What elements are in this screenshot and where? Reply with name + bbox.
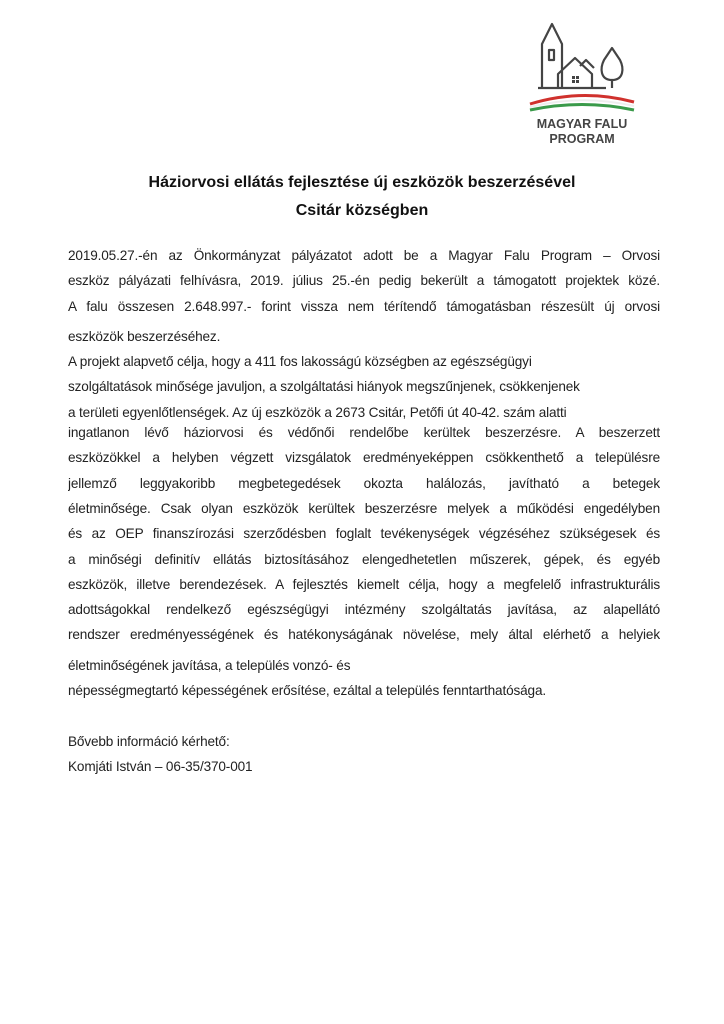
body-line: adottságokkal rendelkező egészségügyi intézmény szolgáltatás javítása, az alapellátó <box>68 602 660 618</box>
body-line: életminőségének javítása, a település vonzó- és <box>68 657 351 673</box>
body-line: eszközökkel a helyben végzett vizsgálatok eredményeképpen csökkenthető a településre <box>68 450 660 466</box>
magyar-falu-program-logo <box>520 22 644 150</box>
document-title-line-2: Csitár községben <box>295 202 429 219</box>
contact-label: Bővebb információ kérhető: <box>68 733 230 749</box>
body-line: rendszer eredményességének és hatékonyságának növelése, mely által elérhető a helyiek <box>68 627 660 643</box>
body-line: életminősége. Csak olyan eszközök kerültek beszerzésre melyek a működési engedélyben <box>68 500 660 516</box>
body-paragraphs <box>68 248 660 703</box>
document-body <box>68 248 660 779</box>
svg-text:MAGYAR FALU: MAGYAR FALU <box>536 117 628 131</box>
body-line: 2019.05.27.-én az Önkormányzat pályázatot adott be a Magyar Falu Program – Orvosi <box>68 248 660 263</box>
body-line: eszközök, illetve berendezések. A fejlesztés kiemelt célja, hogy a megfelelő infrastrukturális <box>68 576 660 592</box>
body-line: A falu összesen 2.648.997.- forint vissza nem térítendő támogatásban részesült új orvosi <box>68 298 660 314</box>
body-line: ingatlanon lévő háziorvosi és védőnői rendelőbe kerültek beszerzésre. A beszerzett <box>68 425 660 441</box>
body-line: a minőségi definitív ellátás biztosításához elengedhetetlen műszerek, gépek, és egyéb <box>68 551 660 567</box>
body-line: eszközök beszerzéséhez. <box>68 328 221 344</box>
body-line: A projekt alapvető célja, hogy a 411 fos lakosságú községben az egészségügyi <box>68 354 532 370</box>
contact-person: Komjáti István – 06-35/370-001 <box>68 758 253 774</box>
body-line: szolgáltatások minősége javuljon, a szolgáltatási hiányok megszűnjenek, csökkenjenek <box>68 379 580 395</box>
document-title-line-1: Háziorvosi ellátás fejlesztése új eszközök beszerzésével <box>148 174 576 191</box>
body-line: eszköz pályázati felhívásra, 2019. július 25.-én pedig bekerült a támogatott projektek közé. <box>68 273 660 289</box>
body-line: a területi egyenlőtlenségek. Az új eszközök a 2673 Csitár, Petőfi út 40-42. szám alatti <box>68 404 567 420</box>
body-line: és az OEP finanszírozási szerződésben foglalt tevékenységek végzéséhez szükségesek és <box>68 526 660 542</box>
body-line: népességmegtartó képességének erősítése, ezáltal a település fenntarthatósága. <box>68 683 547 699</box>
svg-text:PROGRAM: PROGRAM <box>549 132 615 146</box>
body-line: jellemző leggyakoribb megbetegedések okozta halálozás, javítható a betegek <box>68 475 660 491</box>
